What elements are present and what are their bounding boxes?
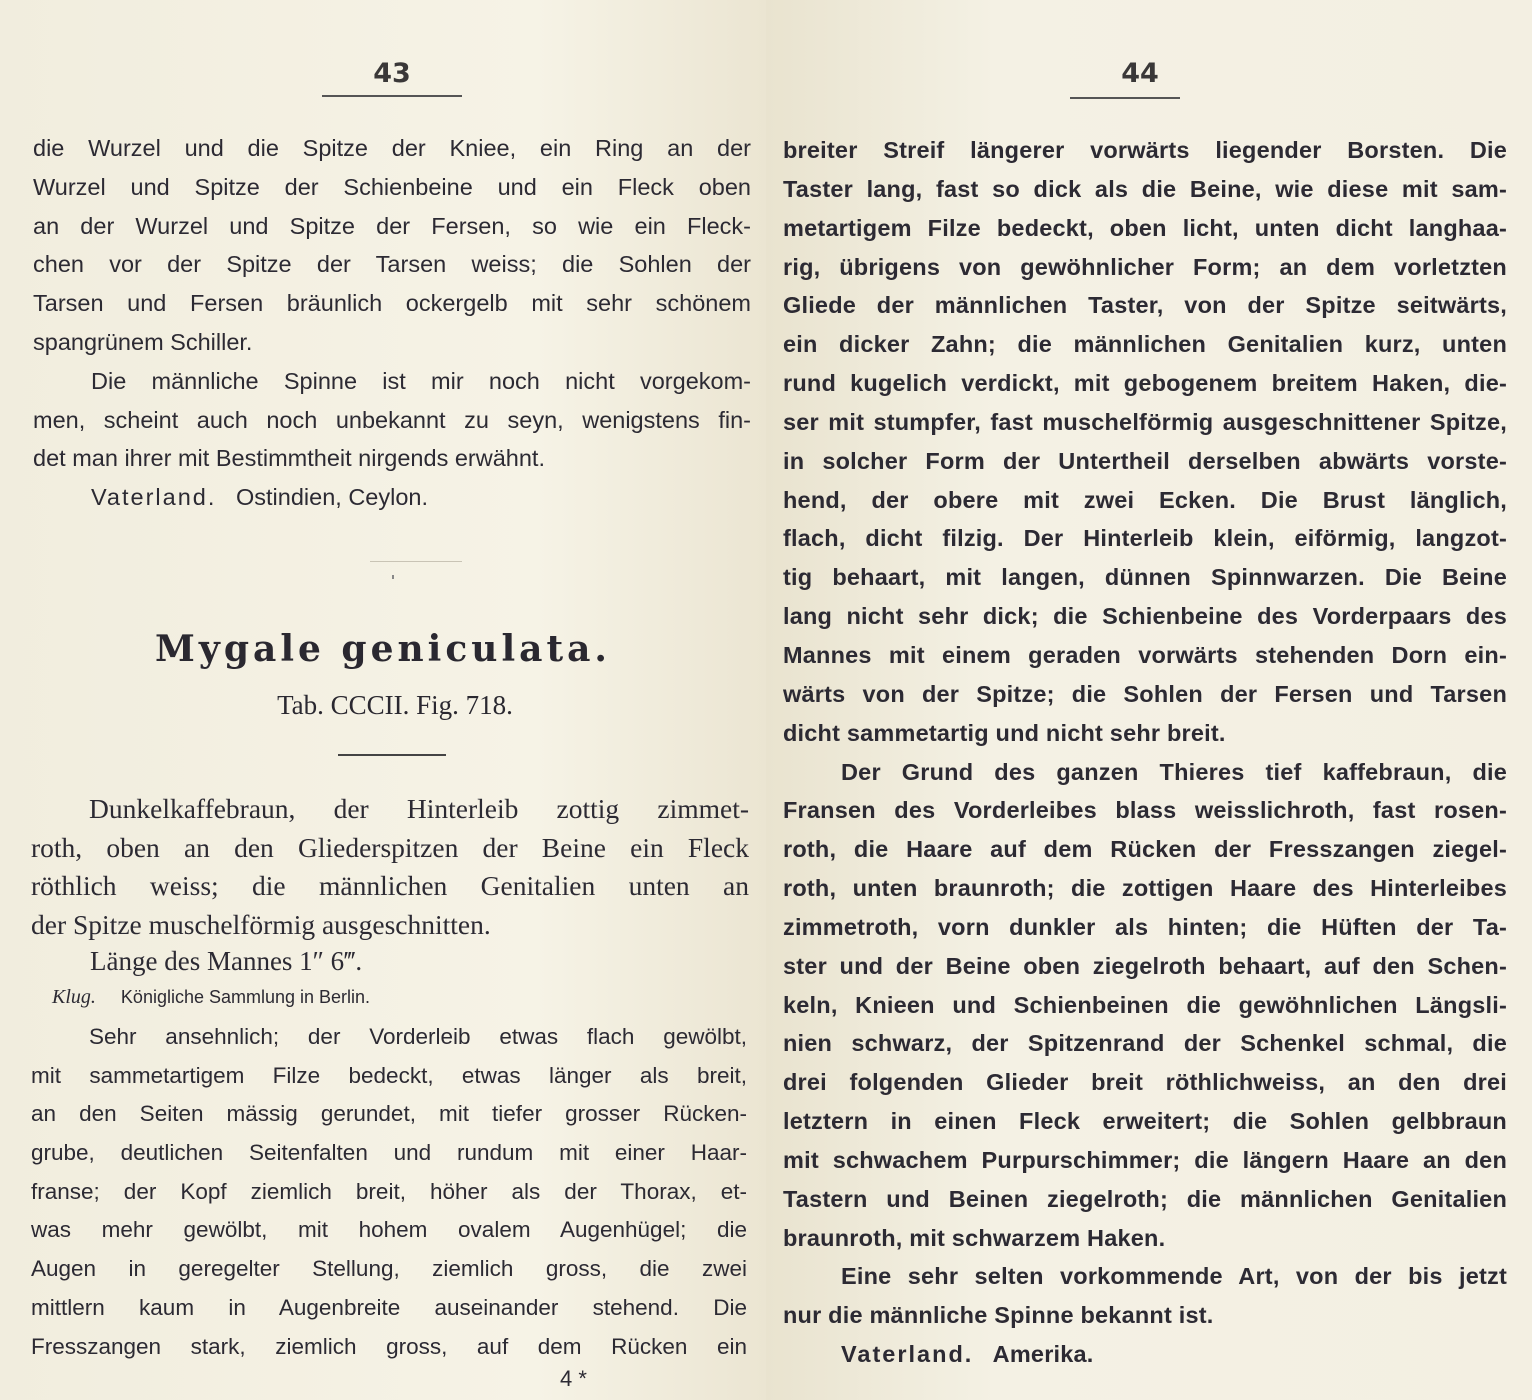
text-line: chen vor der Spitze der Tarsen weiss; die Sohlen der xyxy=(33,251,751,278)
text-line: keln, Knieen und Schienbeinen die gewöhnlichen Längsli- xyxy=(783,991,1507,1018)
text-line: nien schwarz, der Spitzenrand der Schenkel schmal, die xyxy=(783,1030,1507,1057)
homeland-line xyxy=(33,478,751,517)
text-line: Dunkelkaffebraun, der Hinterleib zottig zimmet- xyxy=(89,793,749,824)
text-line: Eine sehr selten vorkommende Art, von der bis jetzt xyxy=(841,1263,1507,1290)
text-line: letztern in einen Fleck erweitert; die Sohlen gelbbraun xyxy=(783,1108,1507,1135)
text-line: Mannes mit einem geraden vorwärts stehenden Dorn ein- xyxy=(783,641,1507,668)
text-line: breiter Streif längerer vorwärts liegender Borsten. Die xyxy=(783,137,1507,163)
diagnosis xyxy=(31,790,749,944)
continuation-text xyxy=(33,129,751,517)
text-line: röthlich weiss; die männlichen Genitalien unten an xyxy=(31,870,749,901)
text-line: dicht sammetartig und nicht sehr breit. xyxy=(783,719,1226,746)
text-line: rig, übrigens von gewöhnlicher Form; an dem vorletzten xyxy=(783,253,1507,280)
text-line: flach, dicht filzig. Der Hinterleib klein, eiförmig, langzot- xyxy=(783,525,1507,552)
text-line: rund kugelich verdickt, mit gebogenem breitem Haken, die- xyxy=(783,370,1507,397)
text-line: braunroth, mit schwarzem Haken. xyxy=(783,1224,1166,1251)
text-line: Sehr ansehnlich; der Vorderleib etwas flach gewölbt, xyxy=(89,1024,747,1049)
page-number-rule xyxy=(1070,97,1180,99)
species-title: Mygale geniculata. xyxy=(155,628,611,670)
text-line: lang nicht sehr dick; die Schienbeine des Vorderpaars des xyxy=(783,603,1507,630)
section-separator xyxy=(370,561,462,562)
homeland-line xyxy=(783,1335,1507,1374)
page-number: 43 xyxy=(373,58,411,89)
signature-mark: 4 * xyxy=(560,1366,587,1391)
text-line: an der Wurzel und Spitze der Fersen, so wie ein Fleck- xyxy=(33,212,751,239)
text-line: Die männliche Spinne ist mir noch nicht vorgekom- xyxy=(91,367,751,394)
text-line: Taster lang, fast so dick als die Beine, wie diese mit sam- xyxy=(783,175,1507,202)
text-line: Fransen des Vorderleibes blass weisslichroth, fast rosen- xyxy=(783,797,1507,824)
text-line: ster und der Beine oben ziegelroth behaart, auf den Schen- xyxy=(783,952,1507,979)
text-line: tig behaart, mit langen, dünnen Spinnwarzen. Die Beine xyxy=(783,564,1507,591)
page-number: 44 xyxy=(1121,58,1159,89)
text-line: was mehr gewölbt, mit hohem ovalem Augenhügel; die xyxy=(31,1217,747,1243)
text-line: grube, deutlichen Seitenfalten und rundum mit einer Haar- xyxy=(31,1140,747,1166)
collection-source xyxy=(52,986,370,1009)
text-line: ser mit stumpfer, fast muschelförmig ausgeschnittener Spitze, xyxy=(783,408,1507,435)
text-line: zimmetroth, vorn dunkler als hinten; die Hüften der Ta- xyxy=(783,913,1507,940)
text-line: roth, oben an den Gliederspitzen der Beine ein Fleck xyxy=(31,831,749,863)
text-line: Wurzel und Spitze der Schienbeine und ein Fleck oben xyxy=(33,173,751,200)
plate-reference: Tab. CCCII. Fig. 718. xyxy=(277,690,513,720)
right-page xyxy=(766,0,1532,1400)
text-line: an den Seiten mässig gerundet, mit tiefer grosser Rücken- xyxy=(31,1101,747,1127)
text-line: der Spitze muschelförmig ausgeschnitten. xyxy=(31,908,491,940)
homeland-label: Vaterland. xyxy=(91,484,217,511)
description xyxy=(31,1018,747,1366)
text-line: Augen in geregelter Stellung, ziemlich gross, die zwei xyxy=(31,1256,747,1282)
text-line: men, scheint auch noch unbekannt zu seyn, wenigstens fin- xyxy=(33,406,751,433)
text-line: franse; der Kopf ziemlich breit, höher als der Thorax, et- xyxy=(31,1178,747,1204)
homeland-value: Amerika. xyxy=(992,1341,1094,1368)
text-line: roth, unten braunroth; die zottigen Haare des Hinterleibes xyxy=(783,875,1507,902)
text-line: nur die männliche Spinne bekannt ist. xyxy=(783,1302,1214,1329)
text-line: hend, der obere mit zwei Ecken. Die Brust länglich, xyxy=(783,486,1507,513)
text-line: Tastern und Beinen ziegelroth; die männlichen Genitalien xyxy=(783,1185,1507,1212)
length-measurement: Länge des Mannes 1″ 6‴. xyxy=(90,946,363,976)
text-line: wärts von der Spitze; die Sohlen der Fersen und Tarsen xyxy=(783,680,1507,707)
homeland-value: Ostindien, Ceylon. xyxy=(235,484,429,511)
text-line: Gliede der männlichen Taster, von der Spitze seitwärts, xyxy=(783,292,1507,319)
text-line: mit sammetartigem Filze bedeckt, etwas länger als breit, xyxy=(31,1062,747,1088)
separator-mark xyxy=(392,575,394,579)
text-line: spangrünem Schiller. xyxy=(33,328,253,355)
text-line: roth, die Haare auf dem Rücken der Fresszangen ziegel- xyxy=(783,836,1507,863)
page-number-rule xyxy=(322,95,462,97)
description-continued xyxy=(783,131,1507,1374)
text-line: mittlern kaum in Augenbreite auseinander stehend. Die xyxy=(31,1294,747,1320)
text-line: die Wurzel und die Spitze der Kniee, ein Ring an der xyxy=(33,135,751,161)
text-line: Fresszangen stark, ziemlich gross, auf dem Rücken ein xyxy=(31,1333,747,1359)
text-line: Der Grund des ganzen Thieres tief kaffebraun, die xyxy=(841,758,1507,785)
text-line: in solcher Form der Untertheil derselben abwärts vorste- xyxy=(783,447,1507,474)
text-line: ein dicker Zahn; die männlichen Genitalien kurz, unten xyxy=(783,331,1507,358)
text-line: Tarsen und Fersen bräunlich ockergelb mit sehr schönem xyxy=(33,290,751,317)
text-line: drei folgenden Glieder breit röthlichweiss, an den drei xyxy=(783,1069,1507,1096)
source-label: Klug. xyxy=(52,986,96,1008)
text-line: metartigem Filze bedeckt, oben licht, unten dicht langhaa- xyxy=(783,214,1507,241)
title-rule xyxy=(338,754,446,756)
text-line: det man ihrer mit Bestimmtheit nirgends erwähnt. xyxy=(33,445,545,472)
source-text: Königliche Sammlung in Berlin. xyxy=(120,987,371,1007)
homeland-label: Vaterland. xyxy=(841,1341,974,1368)
text-line: mit schwachem Purpurschimmer; die längern Haare an den xyxy=(783,1146,1507,1173)
